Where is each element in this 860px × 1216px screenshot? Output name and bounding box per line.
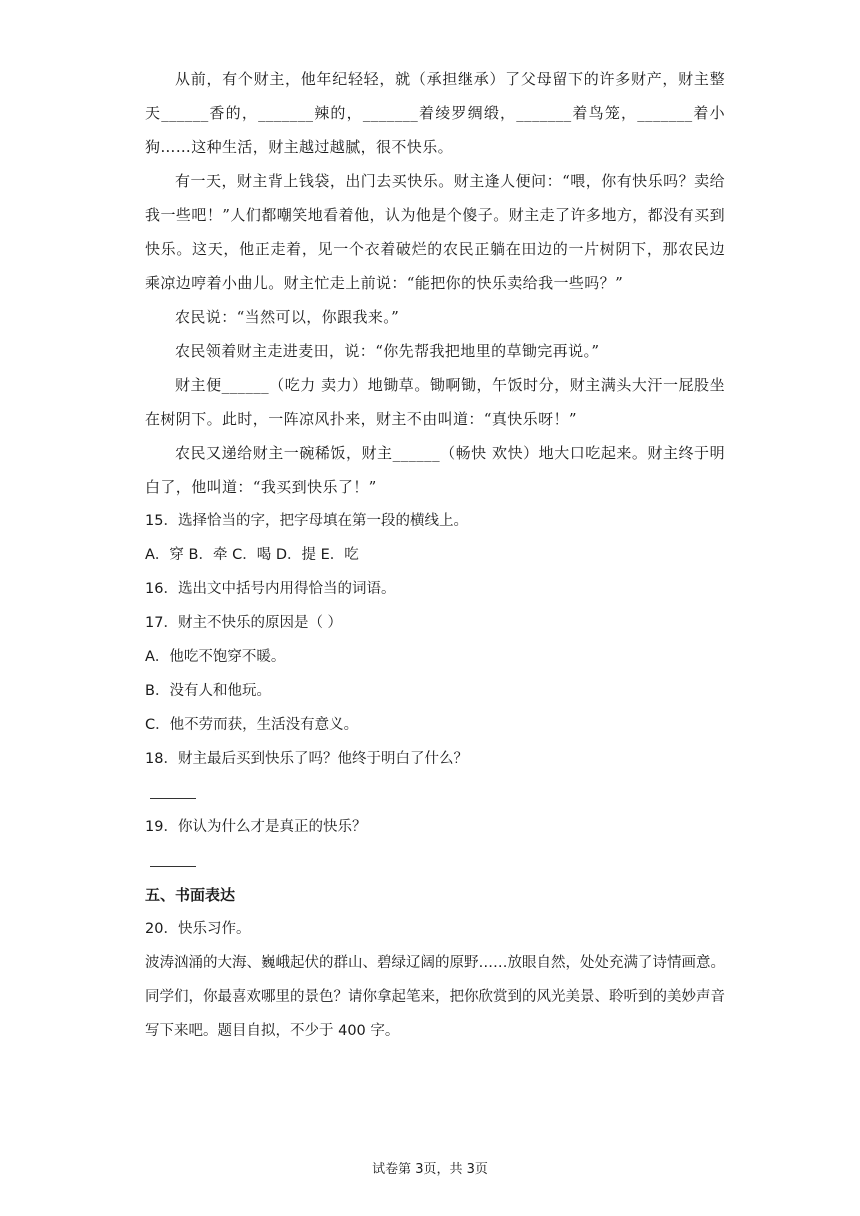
question-18: 18．财主最后买到快乐了吗？他终于明白了什么？: [145, 751, 468, 767]
writing-prompt: 波涛汹涌的大海、巍峨起伏的群山、碧绿辽阔的原野……放眼自然，处处充满了诗情画意。同学们，你最喜欢哪里的景色？请你拿起笔来，把你欣赏到的风光美景、聆听到的美妙声音写下来吧。题目自拟，不少于 400 字。: [145, 955, 725, 1039]
question-15-options: A．穿 B．牵 C．喝 D．提 E．吃: [145, 547, 359, 563]
question-17-option-a: A．他吃不饱穿不暖。: [145, 649, 286, 665]
passage-paragraph-2: 有一天，财主背上钱袋，出门去买快乐。财主逢人便问：“喂，你有快乐吗？卖给我一些吧！”人们都嘲笑地看着他，认为他是个傻子。财主走了许多地方，都没有买到快乐。这天，他正走着，见一个衣着破烂的农民正躺在田边的一片树阴下，那农民边乘凉边哼着小曲儿。财主忙走上前说：“能把你的快乐卖给我一些吗？”: [145, 172, 725, 292]
answer-line-18[interactable]: [145, 776, 725, 810]
page-footer: 试卷第 3页，共 3页: [372, 1162, 488, 1177]
question-16: 16．选出文中括号内用得恰当的词语。: [145, 581, 396, 597]
passage-paragraph-3: 农民说：“当然可以，你跟我来。”: [175, 308, 400, 326]
question-20: 20．快乐习作。: [145, 921, 251, 937]
question-15: 15．选择恰当的字，把字母填在第一段的横线上。: [145, 513, 468, 529]
passage-paragraph-4: 农民领着财主走进麦田，说：“你先帮我把地里的草锄完再说。”: [175, 342, 600, 360]
passage-paragraph-5: 财主便______（吃力 卖力）地锄草。锄啊锄，午饭时分，财主满头大汗一屁股坐在树阴下。此时，一阵凉风扑来，财主不由叫道：“真快乐呀！”: [145, 376, 725, 428]
question-17-option-c: C．他不劳而获，生活没有意义。: [145, 717, 359, 733]
question-17-option-b: B．没有人和他玩。: [145, 683, 271, 699]
question-17: 17．财主不快乐的原因是（ ）: [145, 615, 343, 631]
section-title: 五、书面表达: [145, 886, 236, 904]
passage-paragraph-1: 从前，有个财主，他年纪轻轻，就（承担继承）了父母留下的许多财产，财主整天______香的，_______辣的，_______着绫罗绸缎，_______着鸟笼，_______着小狗……这种生活，财主越过越腻，很不快乐。: [145, 70, 725, 156]
exam-page: [145, 62, 725, 1048]
passage-paragraph-6: 农民又递给财主一碗稀饭，财主______（畅快 欢快）地大口吃起来。财主终于明白了，他叫道：“我买到快乐了！”: [145, 444, 725, 496]
question-19: 19．你认为什么才是真正的快乐？: [145, 819, 367, 835]
answer-line-19[interactable]: [145, 844, 725, 878]
